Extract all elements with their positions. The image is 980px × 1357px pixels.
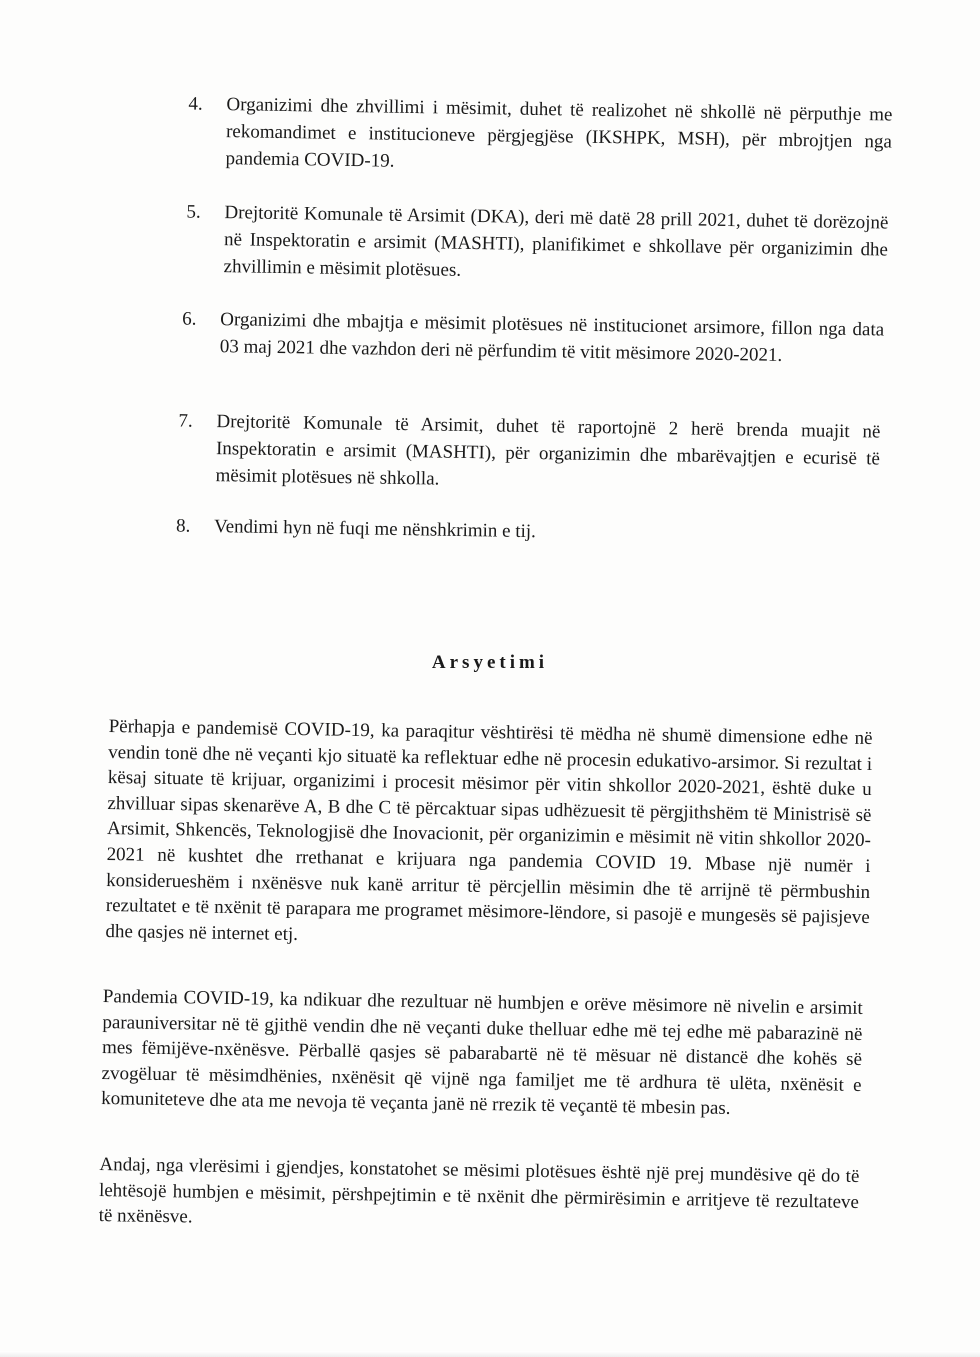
list-item-4 <box>187 90 892 182</box>
list-item-5 <box>185 198 888 290</box>
list-number: 6. <box>182 308 197 330</box>
list-number: 8. <box>175 515 191 537</box>
list-text: Drejtoritë Komunale të Arsimit (DKA), deri më datë 28 prill 2021, duhet të dorëzojnë në Inspektoratin e arsimit (MASHTI), planifikimet e shkollave për organizimin dhe zhvillimin e mësimit plotësues. <box>223 202 889 281</box>
list-number: 4. <box>188 93 203 115</box>
paragraph-3: Andaj, nga vlerësimi i gjendjes, konstatohet se mësimi plotësues është një prej mundësive që do të lehtësojë humbjen e mësimit, përshpejtimin e të nxënit dhe përmirësimin e arritjeve të rezultateve të nxënësve. <box>98 1154 860 1228</box>
list-item-8 <box>176 512 878 550</box>
list-text: Drejtoritë Komunale të Arsimit, duhet të raportojnë 2 herë brenda muajit në Inspektoratin e arsimit (MASHTI), për organizimin dhe mbarëvajtjen e ecurisë të mësimit plotësues në shkolla. <box>215 411 881 490</box>
list-item-7 <box>177 407 880 499</box>
paragraph-1: Përhapja e pandemisë COVID-19, ka paraqitur vështirësi të mëdha në shumë dimensione edhe në vendin tonë dhe në veçanti kjo situatë ka reflektuar edhe në procesin edukativo-arsimor. Si rezultat i kësaj situate të krijuar, organizimi i procesit mësimor për vitin shkollor 2020-2021, është duke u zhvilluar sipas skenarëve A, B dhe C të përcaktuar sipas udhëzuesit të përgjithshëm të Ministrisë së Arsimit, Shkencës, Teknologjisë dhe Inovacionit, për organizimin e mësimit në vitin shkollor 2020-2021 në kushtet dhe rrethanat e krijuara nga pandemia COVID 19. Mbase një numër i konsiderueshëm i nxënësve nuk kanë arritur të përcjellin mësimin dhe të arrijnë të përmbushin rezultatet e të nxënit të parapara me programet mësimore-lëndore, si pasojë e mungesës së pajisjeve dhe qasjes në internet etj. <box>105 716 873 945</box>
list-text: Organizimi dhe zhvillimi i mësimit, duhet të realizohet në shkollë në përputhje me rekomandimet e institucioneve përgjegjëse (IKSHPK, MSH), për mbrojtjen nga pandemia COVID-19. <box>225 94 893 172</box>
list-number: 7. <box>178 410 193 432</box>
list-text: Vendimi hyn në fuqi me nënshkrimin e tij. <box>213 516 537 543</box>
section-heading: Arsyetimi <box>431 652 549 673</box>
list-item-6 <box>182 305 885 370</box>
list-text: Organizimi dhe mbajtja e mësimit plotësues në institucionet arsimore, fillon nga data 03 maj 2021 dhe vazhdon deri në përfundim të vitit mësimore 2020-2021. <box>219 309 885 366</box>
paragraph-2: Pandemia COVID-19, ka ndikuar dhe rezultuar në humbjen e orëve mësimore në nivelin e arsimit parauniversitar në të gjithë vendin dhe në veçanti duke thelluar edhe më tej edhe më pabarazinë në mes fëmijëve-nxënësve. Përballë qasjes së pabarabartë në të mësuar në distancë dhe kohës së zvogëluar të mësimdhënies, nxënësit që vijnë nga familjet me të ardhura të ulëta, nxënësit e komuniteteve dhe ata me nevoja të veçanta janë në rrezik të veçantë të mbesin pas. <box>101 986 863 1120</box>
scan-edge <box>0 1351 980 1357</box>
list-number: 5. <box>186 201 201 223</box>
